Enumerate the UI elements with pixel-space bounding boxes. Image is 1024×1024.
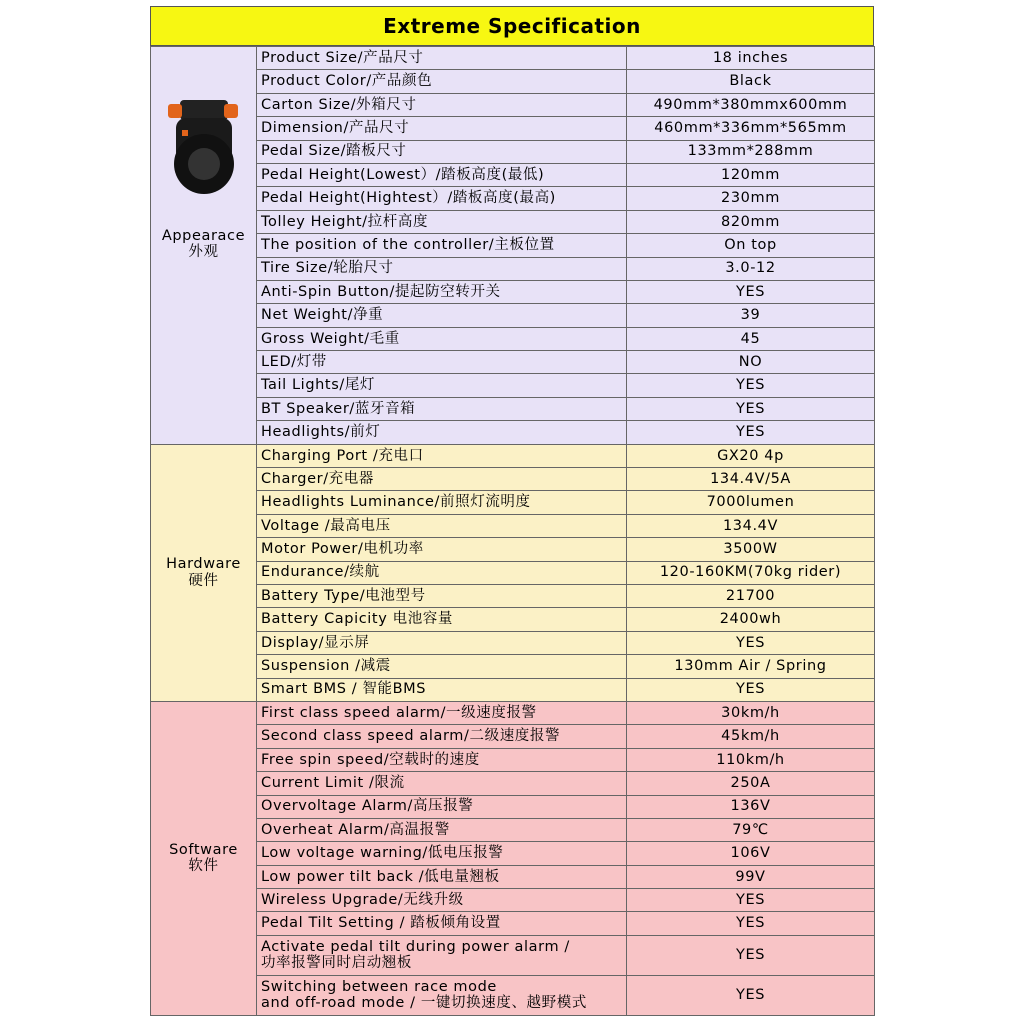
spec-label (257, 975, 627, 1015)
spec-label: Net Weight/净重 (257, 304, 627, 327)
spec-value: On top (627, 234, 875, 257)
spec-sheet (150, 6, 874, 1016)
section-software (151, 701, 257, 1015)
table-row (151, 421, 875, 444)
spec-value: 3.0-12 (627, 257, 875, 280)
spec-value: YES (627, 975, 875, 1015)
spec-label: Pedal Height(Lowest）/踏板高度(最低) (257, 163, 627, 186)
spec-value: 7000lumen (627, 491, 875, 514)
table-row (151, 561, 875, 584)
spec-value: 21700 (627, 584, 875, 607)
table-row (151, 117, 875, 140)
spec-label: Low power tilt back /低电量翘板 (257, 865, 627, 888)
spec-label: Voltage /最高电压 (257, 514, 627, 537)
table-row (151, 842, 875, 865)
spec-value: 133mm*288mm (627, 140, 875, 163)
spec-value: 134.4V/5A (627, 468, 875, 491)
spec-label: Charging Port /充电口 (257, 444, 627, 467)
spec-value: YES (627, 935, 875, 975)
table-row (151, 701, 875, 724)
spec-value: NO (627, 351, 875, 374)
spec-label-line-2: 功率报警同时启动翘板 (261, 955, 412, 972)
spec-value: 106V (627, 842, 875, 865)
spec-label: Endurance/续航 (257, 561, 627, 584)
table-row (151, 327, 875, 350)
spec-label: Display/显示屏 (257, 631, 627, 654)
table-row (151, 70, 875, 93)
spec-value: YES (627, 889, 875, 912)
section-name-en: Appearace (161, 227, 246, 244)
table-row (151, 975, 875, 1015)
spec-label (257, 935, 627, 975)
spec-value: 230mm (627, 187, 875, 210)
table-row (151, 795, 875, 818)
spec-label: Anti-Spin Button/提起防空转开关 (257, 280, 627, 303)
spec-table (150, 46, 875, 1016)
spec-label: Overheat Alarm/高温报警 (257, 818, 627, 841)
table-row (151, 280, 875, 303)
section-label (151, 227, 256, 261)
table-row (151, 140, 875, 163)
spec-label: Tail Lights/尾灯 (257, 374, 627, 397)
spec-value: 110km/h (627, 748, 875, 771)
table-row (151, 935, 875, 975)
table-row (151, 772, 875, 795)
spec-label: Overvoltage Alarm/高压报警 (257, 795, 627, 818)
section-label (151, 556, 256, 589)
spec-label: Headlights Luminance/前照灯流明度 (257, 491, 627, 514)
spec-value: YES (627, 631, 875, 654)
spec-value: YES (627, 678, 875, 701)
table-row (151, 163, 875, 186)
table-row (151, 608, 875, 631)
spec-value: 45km/h (627, 725, 875, 748)
section-name-cn: 软件 (188, 858, 219, 875)
spec-value: 39 (627, 304, 875, 327)
spec-label: Pedal Tilt Setting / 踏板倾角设置 (257, 912, 627, 935)
spec-label: Tire Size/轮胎尺寸 (257, 257, 627, 280)
table-row (151, 538, 875, 561)
spec-value: YES (627, 421, 875, 444)
unicycle-product-icon (158, 90, 250, 198)
spec-label: Suspension /减震 (257, 655, 627, 678)
spec-value: YES (627, 912, 875, 935)
table-row (151, 257, 875, 280)
page-title: Extreme Specification (150, 6, 874, 46)
spec-value: 30km/h (627, 701, 875, 724)
spec-value: 18 inches (627, 47, 875, 70)
table-row (151, 818, 875, 841)
table-row (151, 725, 875, 748)
spec-label: Charger/充电器 (257, 468, 627, 491)
table-row (151, 631, 875, 654)
spec-label: The position of the controller/主板位置 (257, 234, 627, 257)
section-name-cn: 外观 (188, 244, 219, 261)
table-row (151, 748, 875, 771)
spec-value: 3500W (627, 538, 875, 561)
spec-label: Current Limit /限流 (257, 772, 627, 795)
spec-value: YES (627, 374, 875, 397)
spec-label: Product Color/产品颜色 (257, 70, 627, 93)
spec-label: Smart BMS / 智能BMS (257, 678, 627, 701)
spec-value: 2400wh (627, 608, 875, 631)
spec-value: 460mm*336mm*565mm (627, 117, 875, 140)
spec-value: 134.4V (627, 514, 875, 537)
spec-label: Wireless Upgrade/无线升级 (257, 889, 627, 912)
table-row (151, 444, 875, 467)
spec-value: 136V (627, 795, 875, 818)
spec-value: YES (627, 397, 875, 420)
table-row (151, 210, 875, 233)
spec-value: 250A (627, 772, 875, 795)
table-row (151, 678, 875, 701)
spec-label: Product Size/产品尺寸 (257, 47, 627, 70)
table-row (151, 865, 875, 888)
spec-label: Carton Size/外箱尺寸 (257, 93, 627, 116)
section-label (151, 842, 256, 875)
section-hardware (151, 444, 257, 701)
spec-value: YES (627, 280, 875, 303)
spec-label-line-2: and off-road mode / 一键切换速度、越野模式 (261, 995, 587, 1012)
spec-value: GX20 4p (627, 444, 875, 467)
spec-value: 120mm (627, 163, 875, 186)
spec-label: Second class speed alarm/二级速度报警 (257, 725, 627, 748)
table-row (151, 468, 875, 491)
spec-value: 99V (627, 865, 875, 888)
spec-label: BT Speaker/蓝牙音箱 (257, 397, 627, 420)
table-row (151, 889, 875, 912)
table-row (151, 655, 875, 678)
table-row (151, 491, 875, 514)
spec-label: Headlights/前灯 (257, 421, 627, 444)
spec-value: 820mm (627, 210, 875, 233)
spec-value: 130mm Air / Spring (627, 655, 875, 678)
table-row (151, 304, 875, 327)
table-row (151, 93, 875, 116)
spec-value: Black (627, 70, 875, 93)
table-row (151, 397, 875, 420)
spec-label-line-1: Switching between race mode (261, 978, 497, 995)
table-row (151, 351, 875, 374)
spec-label: Gross Weight/毛重 (257, 327, 627, 350)
table-row (151, 47, 875, 70)
table-row (151, 234, 875, 257)
spec-value: 490mm*380mmx600mm (627, 93, 875, 116)
table-row (151, 514, 875, 537)
spec-label: First class speed alarm/一级速度报警 (257, 701, 627, 724)
section-name-cn: 硬件 (188, 572, 219, 589)
spec-label: Free spin speed/空载时的速度 (257, 748, 627, 771)
spec-label: Battery Type/电池型号 (257, 584, 627, 607)
table-row (151, 187, 875, 210)
spec-label: Tolley Height/拉杆高度 (257, 210, 627, 233)
spec-label-line-1: Activate pedal tilt during power alarm / (261, 938, 570, 955)
spec-label: Motor Power/电机功率 (257, 538, 627, 561)
spec-label: Battery Capicity 电池容量 (257, 608, 627, 631)
section-appearance (151, 47, 257, 445)
section-name-en: Hardware (166, 556, 241, 573)
spec-label: Pedal Size/踏板尺寸 (257, 140, 627, 163)
spec-label: Pedal Height(Hightest）/踏板高度(最高) (257, 187, 627, 210)
table-row (151, 912, 875, 935)
section-name-en: Software (169, 841, 238, 858)
spec-label: Dimension/产品尺寸 (257, 117, 627, 140)
spec-label: Low voltage warning/低电压报警 (257, 842, 627, 865)
table-row (151, 584, 875, 607)
spec-value: 120-160KM(70kg rider) (627, 561, 875, 584)
spec-value: 45 (627, 327, 875, 350)
spec-label: LED/灯带 (257, 351, 627, 374)
spec-value: 79℃ (627, 818, 875, 841)
table-row (151, 374, 875, 397)
